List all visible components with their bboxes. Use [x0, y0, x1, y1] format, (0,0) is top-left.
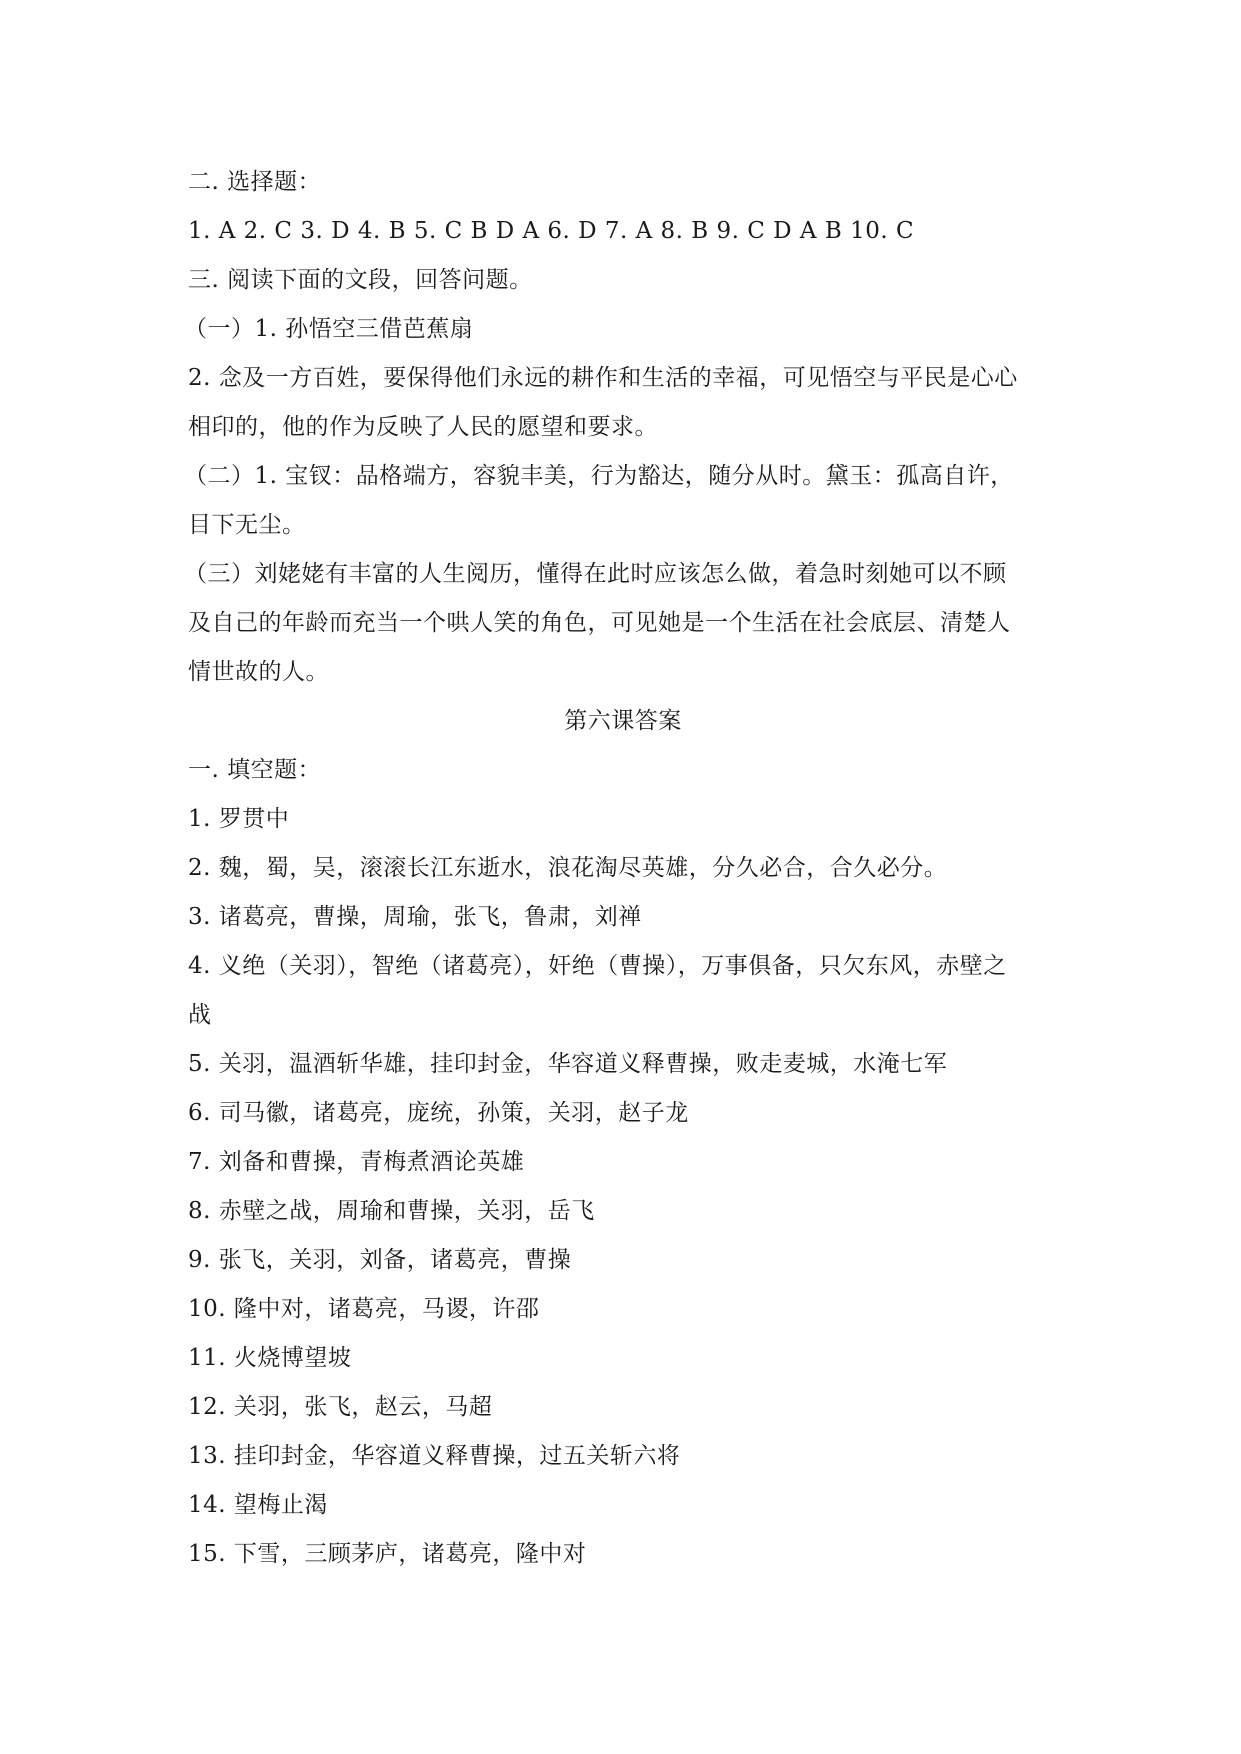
section-heading-choice: 二. 选择题： [188, 169, 322, 195]
answer-line: （二）1. 宝钗：品格端方，容貌丰美，行为豁达，随分从时。黛玉：孤高自许， [184, 463, 1014, 489]
answer-line: 3. 诸葛亮，曹操，周瑜，张飞，鲁肃，刘禅 [188, 904, 642, 930]
answer-line: 2. 念及一方百姓，要保得他们永远的耕作和生活的幸福，可见悟空与平民是心心 [188, 365, 1018, 391]
answer-line: 1. A 2. C 3. D 4. B 5. C B D A 6. D 7. A 8. B 9. C D A B 10. C [188, 218, 915, 244]
answer-line: 及自己的年龄而充当一个哄人笑的角色，可见她是一个生活在社会底层、清楚人 [188, 610, 1011, 636]
answer-line: 目下无尘。 [188, 512, 306, 538]
document-body [184, 158, 1058, 1579]
answer-line: 15. 下雪，三顾茅庐，诸葛亮，隆中对 [188, 1541, 587, 1567]
answer-line: 2. 魏，蜀，吴，滚滚长江东逝水，浪花淘尽英雄，分久必合，合久必分。 [188, 855, 948, 881]
answer-line: 战 [188, 1002, 212, 1028]
answer-line: 4. 义绝（关羽），智绝（诸葛亮），奸绝（曹操），万事俱备，只欠东风，赤壁之 [188, 953, 1007, 979]
answer-line: （一）1. 孙悟空三借芭蕉扇 [184, 316, 474, 342]
answer-line: 14. 望梅止渴 [188, 1492, 328, 1518]
answer-line: 7. 刘备和曹操，青梅煮酒论英雄 [188, 1149, 525, 1175]
answer-line: 13. 挂印封金，华容道义释曹操，过五关斩六将 [188, 1443, 681, 1469]
answer-line: （三）刘姥姥有丰富的人生阅历，懂得在此时应该怎么做，着急时刻她可以不顾 [184, 561, 1007, 587]
answer-line: 5. 关羽，温酒斩华雄，挂印封金，华容道义释曹操，败走麦城，水淹七军 [188, 1051, 948, 1077]
answer-line: 11. 火烧博望坡 [188, 1345, 352, 1371]
answer-line: 6. 司马徽，诸葛亮，庞统，孙策，关羽，赵子龙 [188, 1100, 689, 1126]
section-heading-fill: 一. 填空题： [188, 757, 322, 783]
answer-line: 12. 关羽，张飞，赵云，马超 [188, 1394, 493, 1420]
answer-line: 1. 罗贯中 [188, 806, 290, 832]
lesson-title: 第六课答案 [564, 708, 682, 734]
answer-line: 情世故的人。 [188, 659, 329, 685]
answer-line: 相印的，他的作为反映了人民的愿望和要求。 [188, 414, 658, 440]
answer-line: 10. 隆中对，诸葛亮，马谡，许邵 [188, 1296, 540, 1322]
answer-line: 8. 赤壁之战，周瑜和曹操，关羽，岳飞 [188, 1198, 595, 1224]
section-heading-reading: 三. 阅读下面的文段，回答问题。 [188, 267, 533, 293]
answer-line: 9. 张飞，关羽，刘备，诸葛亮，曹操 [188, 1247, 572, 1273]
